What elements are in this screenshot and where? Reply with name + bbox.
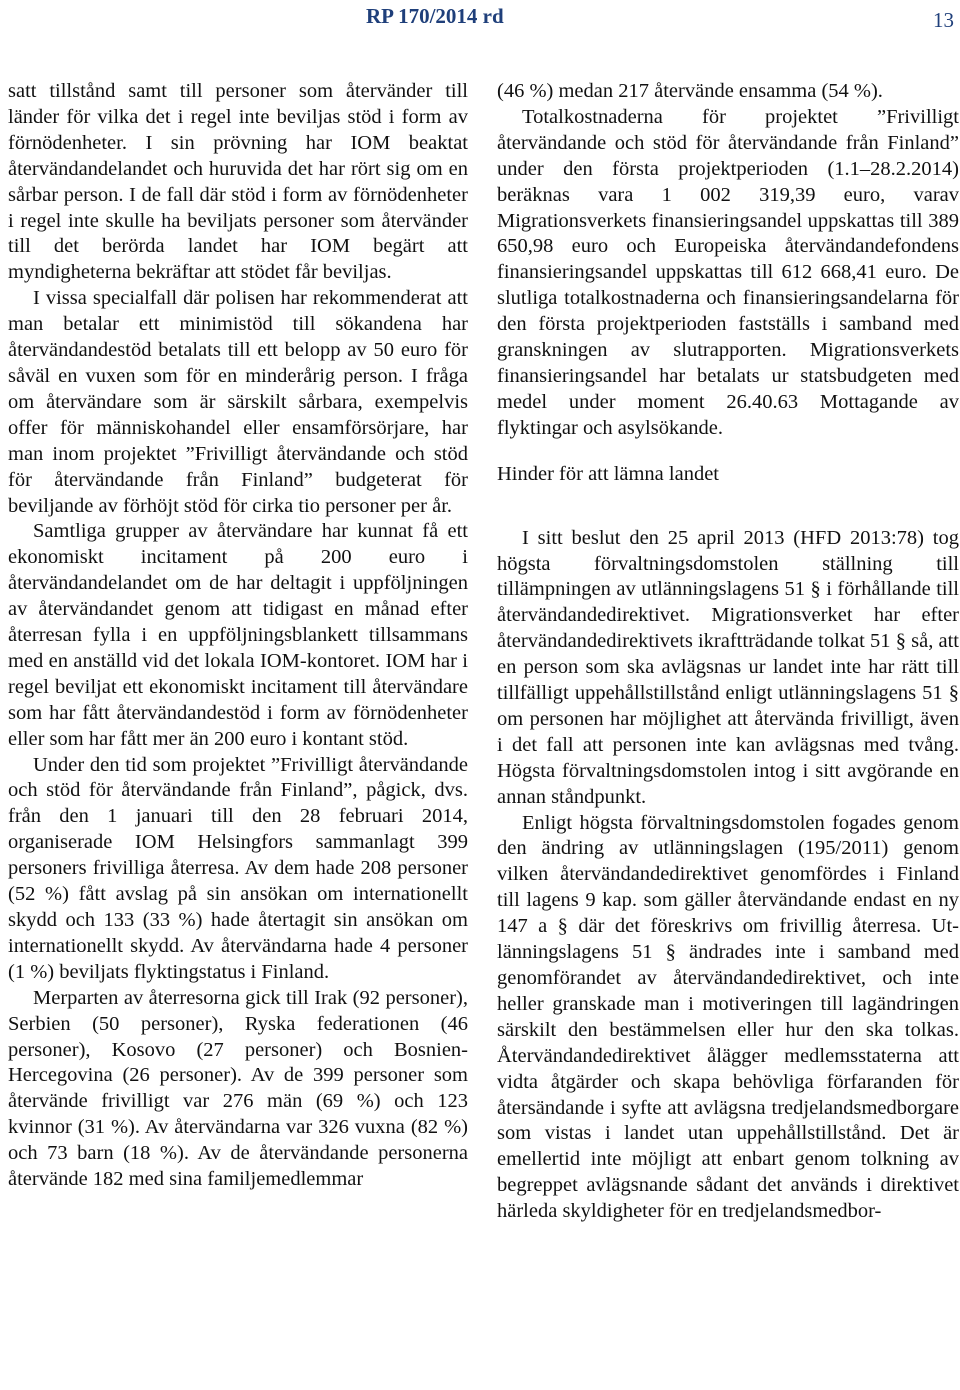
right-column [497,79,959,1225]
section-heading: Hinder för att lämna landet [497,462,719,485]
paragraph: (46 %) medan 217 återvände ensamma (54 %). [497,80,883,102]
page-header [0,0,960,40]
left-column [8,79,468,1193]
paragraph: Enligt högsta förvaltningsdomstolen fogades genom den ändring av utlänningslagen (195/2011) genom vilken återvändandedirektivet genomfördes i Finland till lagens 9 kap. som gäller återvändande endast en ny 147 a § där det föreskrivs om frivillig återresa. Utlänningslagens 51 § ändrades inte i samband med genomförandet av återvändandedirektivet, och inte heller granskade man i motiveringen till lagändringen särskilt den bestämmelsen eller hur den ska tolkas. Återvändandedirektivet ålägger medlemsstaterna att vidta åtgärder och skapa behövliga förfaranden för återsändande i syfte att avlägsna tredjelandsmedborgare som vistas i landet utan uppehållstillstånd. Det är emellertid inte möjligt att enbart genom tolkning av begreppet avlägsnande sådant det används i direktivet härleda skyldigheter för en tredjelandsmedbor- [497,811,959,1223]
paragraph: Samtliga grupper av återvändare har kunnat få ett ekonomiskt incitament på 200 euro i återvändandelandet om de har deltagit i uppföljningen av återvändandet genom att tidigast en månad efter återresan fylla i en uppföljningsblankett tillsammans med en anställd vid det lokala IOM-kontoret. IOM har i regel beviljat ett ekonomiskt incitament till återvändare som har fått återvändandestöd i form av förnödenheter eller som har fått mer än 200 euro i kontant stöd. [8,520,468,750]
paragraph: I sitt beslut den 25 april 2013 (HFD 2013:78) tog högsta förvaltningsdomstolen ställning till tillämpningen av utlänningslagens 51 § i förhållande till återvändandedirektivet. Migrationsverket har efter återvändandedirektivets ikraftträdande tolkat 51 § så, att en person som ska avlägsnas ur landet inte har rätt till tillfälligt uppehållstillstånd enligt utlänningslagens 51 § om personen har möjlighet att återvända frivilligt, även i det fall att personen inte kan avlägsnas med tvång. Högsta förvaltningsdomstolen intog i sitt avgörande en annan ståndpunkt. [497,526,959,808]
paragraph: Merparten av återresorna gick till Irak (92 personer), Serbien (50 personer), Ryska federationen (46 personer), Kosovo (27 personer) och Bosnien-Hercegovina (26 personer). Av de 399 personer som återvände frivilligt var 276 män (69 %) och 123 kvinnor (31 %). Av återvändarna var 326 vuxna (82 %) och 73 barn (18 %). Av de återvändande personerna återvände 182 med sina familjemedlemmar [8,986,468,1191]
paragraph: Totalkostnaderna för projektet ”Frivilligt återvändande och stöd för återvändande från Finland” under den första projektperioden (1.1–28.2.2014) beräknas vara 1 002 319,39 euro, varav Migrationsverkets finansieringsandel uppskattas till 389 650,98 euro och Europeiska återvändandefondens finansieringsandel uppskattas till 612 668,41 euro. De slutliga totalkostnaderna och finansieringsandelarna för den första projektperioden fastställs i samband med granskningen av slutrapporten. Migrationsverkets finansieringsandel har betalats ur statsbudgeten med medel under moment 26.40.63 Mottagande av flyktingar och asylsökande. [497,105,959,439]
paragraph: I vissa specialfall där polisen har rekommenderat att man betalar ett minimistöd till sökandena har återvändandestöd betalats till ett belopp av 50 euro för såväl en vuxen som för en minderårig person. I fråga om återvändare som är särskilt sårbara, exempelvis offer för människohandel eller ensamförsörjare, har man inom projektet ”Frivilligt återvändande och stöd för återvändande från Finland” budgeterat för beviljande av förhöjt stöd för cirka tio personer per år. [8,287,468,517]
document-reference: RP 170/2014 rd [366,4,504,28]
paragraph: satt tillstånd samt till personer som återvänder till länder för vilka det i regel inte beviljas stöd i form av förnödenheter. I sin prövning har IOM beaktat återvändandelandet och huruvida det har rört sig om en sårbar person. I de fall där stöd i form av förnödenheter i regel inte skulle ha beviljats personer som återvänder till det berörda landet har IOM begärt att myndigheterna bekräftar att stödet får beviljas. [8,80,468,284]
paragraph: Under den tid som projektet ”Frivilligt återvändande och stöd för återvändande från Finland”, pågick, dvs. från den 1 januari till den 28 februari 2014, organiserade IOM Helsingfors sammanlagt 399 personers frivilliga återresa. Av dem hade 208 personer (52 %) fått avslag på sin ansökan om internationellt skydd och 133 (33 %) hade återtagit sin ansökan om internationellt skydd. Av återvändarna hade 4 personer (1 %) beviljats flyktingstatus i Finland. [8,753,468,983]
spacer [497,488,959,526]
page-number: 13 [933,8,954,32]
